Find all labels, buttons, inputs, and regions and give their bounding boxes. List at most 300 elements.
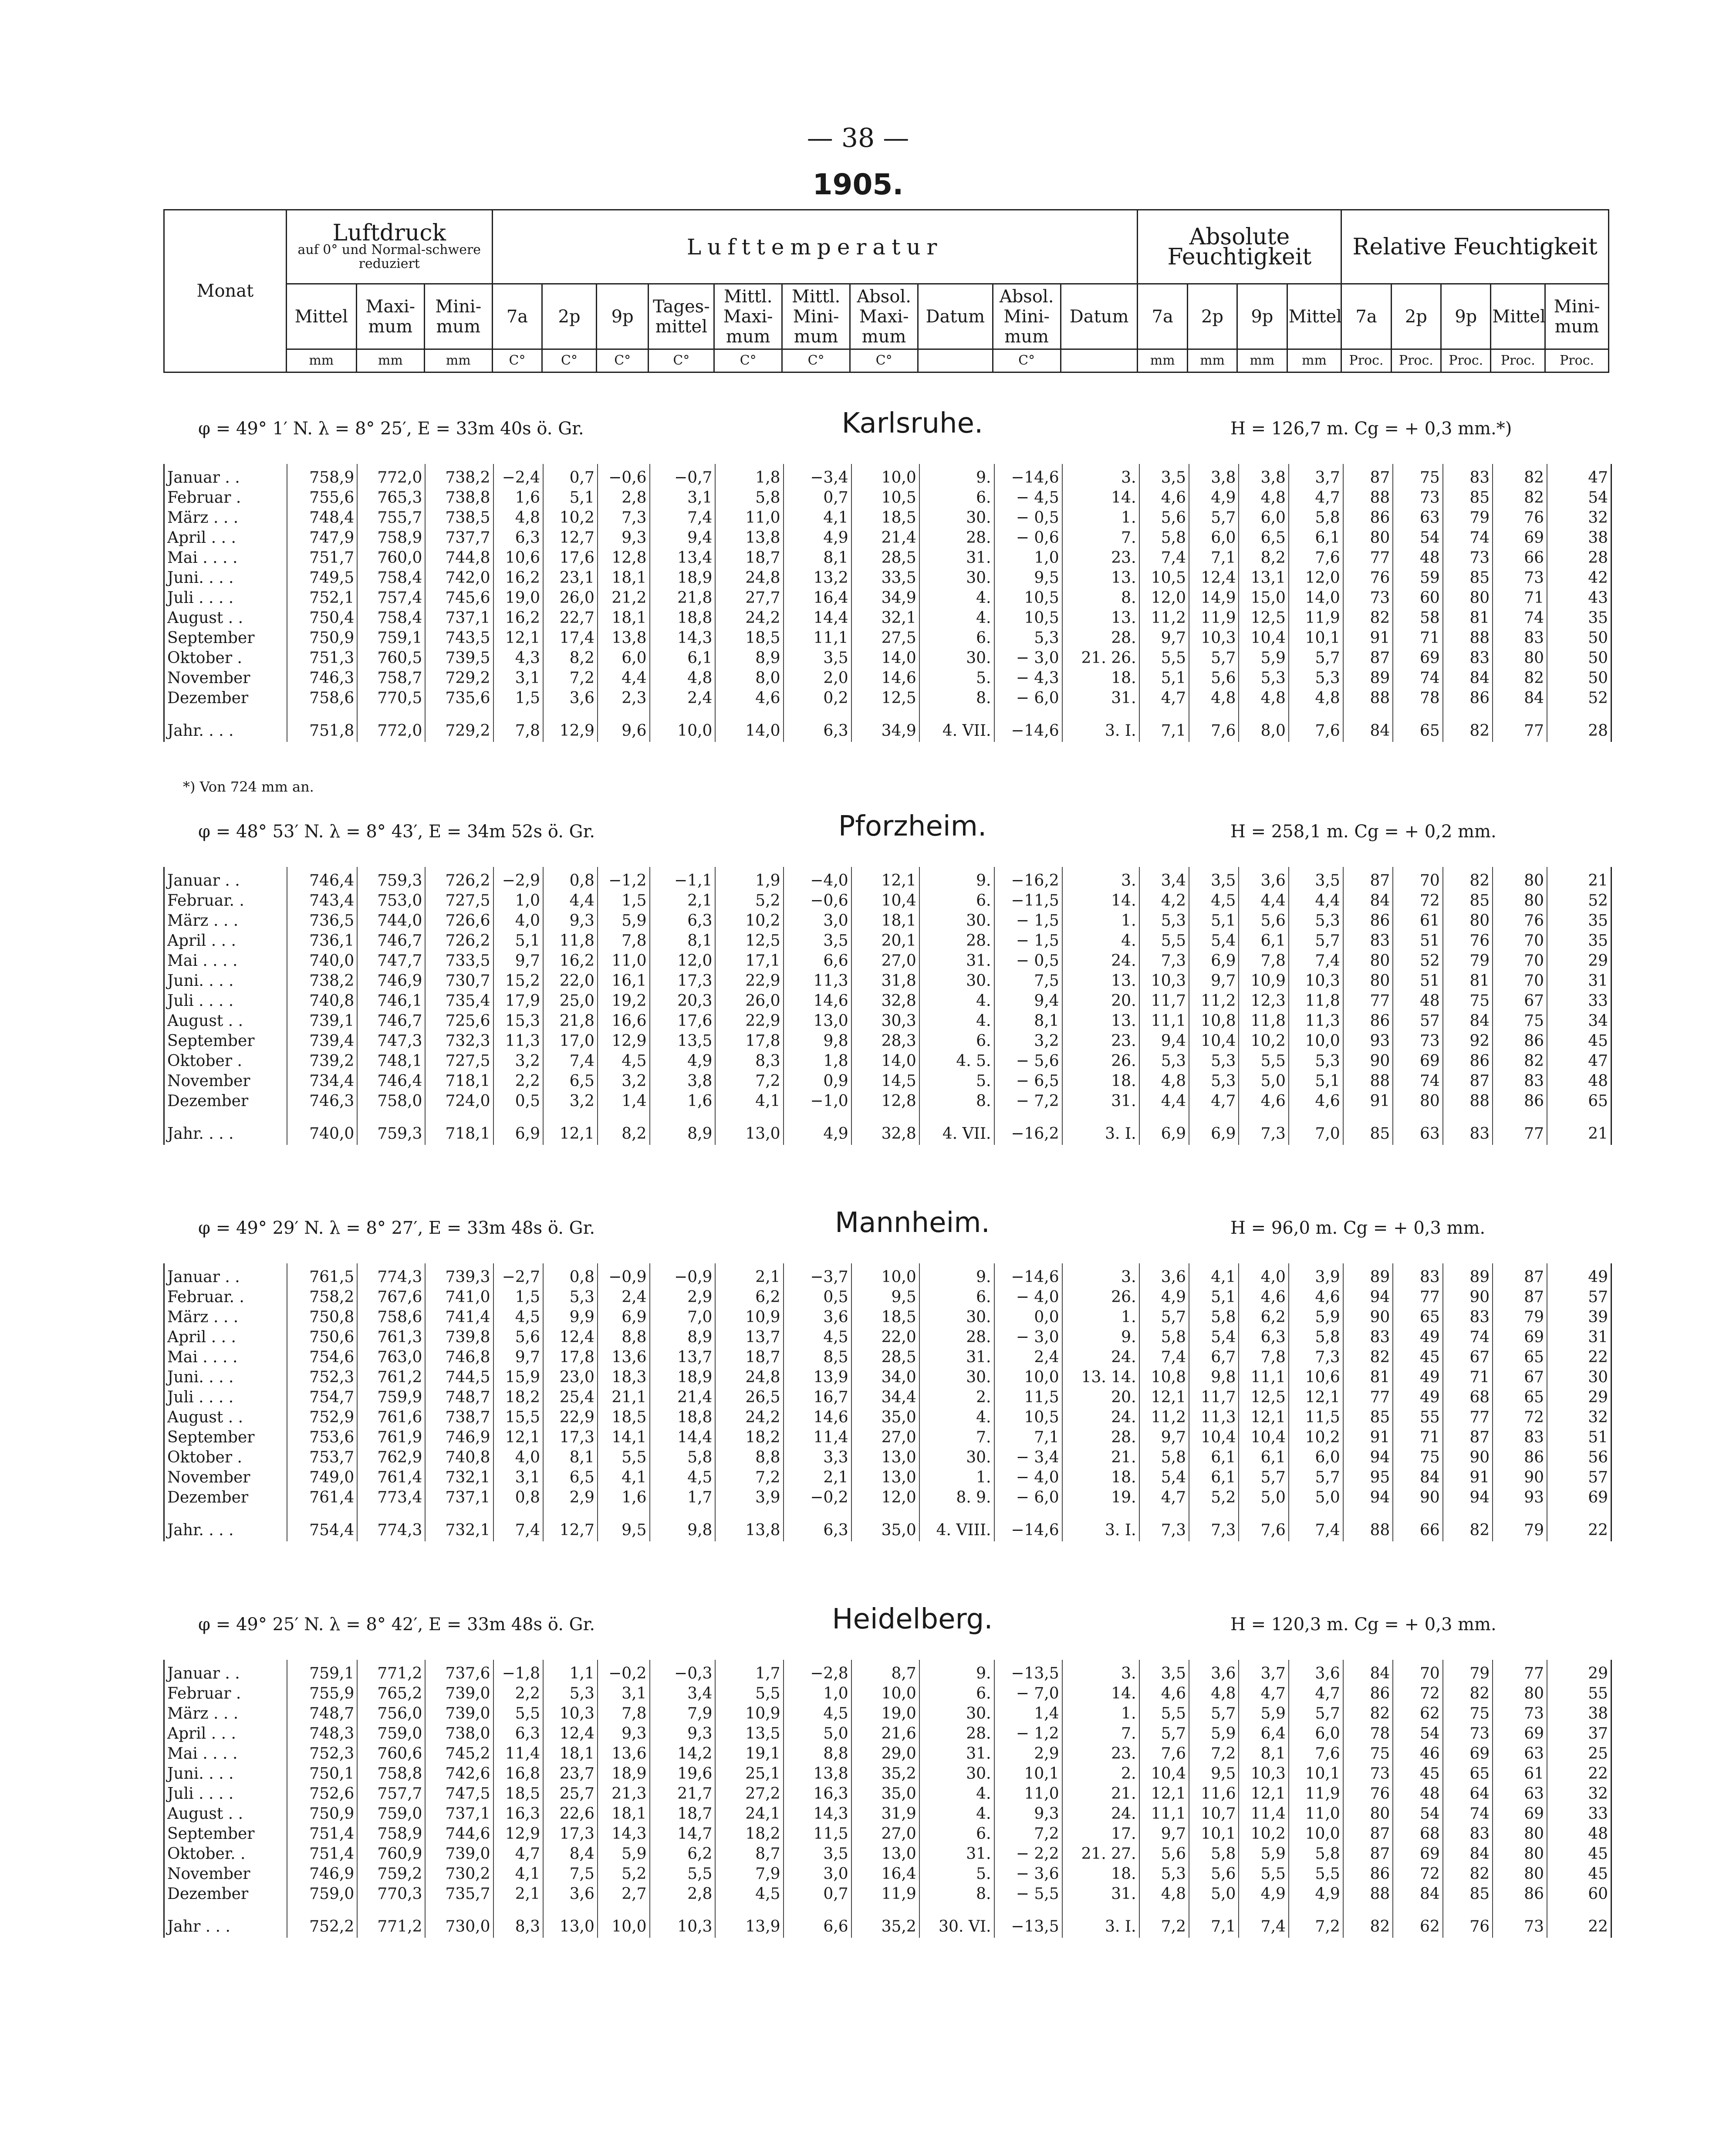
table-cell: 746,8 [425,1347,493,1367]
table-cell: 4,5 [1189,890,1239,910]
table-cell: 80 [1443,910,1493,931]
table-cell: −2,9 [493,867,543,890]
table-cell: 751,4 [287,1824,357,1844]
table-cell: 4,8 [1189,1683,1239,1703]
station-name: Mannheim. [835,1207,990,1239]
month-label: Juli . . . . [167,1784,234,1803]
table-cell: 69 [1443,1743,1493,1763]
header-unit-5: C° [596,349,649,372]
table-cell: 9,7 [1139,628,1189,648]
table-cell: 5,8 [1139,1327,1189,1347]
table-cell: 9,7 [1139,1427,1189,1447]
table-cell: 10,3 [543,1703,598,1723]
table-cell: 11,7 [1139,991,1189,1011]
table-cell: 84 [1443,668,1493,688]
table-cell: 759,2 [357,1864,425,1884]
table-cell: 22,9 [715,1011,783,1031]
table-row [165,487,1611,508]
header-lufttemperatur: Lufttemperatur [492,210,1138,284]
table-cell: 67 [1493,991,1547,1011]
table-cell: 87 [1443,1427,1493,1447]
table-cell: 3,9 [715,1487,783,1507]
month-label: Juni. . . . [167,569,234,587]
header-unit-12 [1061,349,1138,372]
table-cell: 66 [1493,548,1547,568]
table-cell: 7,6 [1289,548,1343,568]
table-cell: 6. [919,487,994,508]
table-cell: 25,0 [543,991,598,1011]
table-cell: 18,8 [650,608,716,628]
station-height: H = 120,3 m. Cg = + 0,3 mm. [1230,1614,1496,1635]
table-cell: 761,4 [357,1467,425,1487]
month-label: März . . . [167,508,239,527]
table-cell: 9,4 [650,528,716,548]
table-cell: 85 [1443,487,1493,508]
table-cell: 77 [1343,1387,1393,1407]
table-cell: 11,9 [851,1884,919,1904]
table-cell: 26. [1062,1051,1139,1071]
table-cell: 753,7 [287,1447,357,1467]
table-cell: 5,3 [1189,1071,1239,1091]
table-cell: 7,2 [1139,1904,1189,1938]
table-cell: 12,0 [851,1487,919,1507]
table-cell: 65 [1393,1307,1442,1327]
table-cell: 739,0 [425,1683,493,1703]
month-label: Oktober . [167,1052,242,1070]
table-cell: 5,7 [1289,1467,1343,1487]
table-cell: 6,2 [650,1844,716,1864]
table-cell: 26,0 [715,991,783,1011]
table-cell: 3,9 [1289,1263,1343,1287]
table-cell: 3,5 [1139,1660,1189,1683]
table-cell: 69 [1493,528,1547,548]
header-sub-15: 9p [1237,284,1287,349]
table-cell: 94 [1443,1487,1493,1507]
table-cell: 80 [1343,951,1393,971]
table-cell: 4,9 [650,1051,716,1071]
table-cell: 47 [1547,464,1611,487]
table-cell: 6,9 [1189,1111,1239,1145]
table-cell: 0,8 [543,1263,598,1287]
month-label: Juni. . . . [167,971,234,990]
table-cell: 14,0 [851,648,919,668]
table-cell: 13,5 [650,1031,716,1051]
table-cell: 18,1 [598,1804,650,1824]
table-cell: 3,3 [784,1447,851,1467]
table-cell: 8,2 [543,648,598,668]
table-cell: 86 [1343,910,1393,931]
table-cell: −13,5 [994,1904,1062,1938]
table-cell: 22,9 [715,971,783,991]
table-cell: 68 [1393,1824,1442,1844]
table-cell: 750,6 [287,1327,357,1347]
column-header [163,209,1609,373]
table-cell: 54 [1393,1804,1442,1824]
table-cell: 10,3 [1189,628,1239,648]
table-cell: 10,0 [851,1683,919,1703]
table-cell: 88 [1343,1507,1393,1541]
table-cell: 2,1 [784,1467,851,1487]
table-cell: 5,7 [1289,1703,1343,1723]
table-cell: 10,6 [1289,1367,1343,1387]
table-cell: 5,3 [1289,1051,1343,1071]
table-cell: 13,0 [851,1467,919,1487]
table-cell: 83 [1393,1263,1442,1287]
header-sub-11: Absol. Mini-mum [993,284,1061,349]
table-cell: 84 [1343,708,1393,742]
table-cell: 738,2 [425,464,493,487]
table-cell: 11,4 [784,1427,851,1447]
table-cell: 17,3 [543,1824,598,1844]
table-cell: 71 [1393,1427,1442,1447]
table-cell: 2,1 [493,1884,543,1904]
table-cell: −1,0 [784,1091,851,1111]
table-cell: 11,0 [994,1784,1062,1804]
table-cell: 4,7 [1239,1683,1288,1703]
table-row [165,608,1611,628]
table-cell: − 1,2 [994,1723,1062,1743]
table-cell: 18,7 [715,548,783,568]
table-cell: 86 [1493,1031,1547,1051]
table-row [165,1844,1611,1864]
table-cell: 739,2 [287,1051,357,1071]
table-cell: 50 [1547,668,1611,688]
table-cell: 3,1 [493,1467,543,1487]
table-cell: 12,5 [851,688,919,708]
table-cell: 9. [919,1660,994,1683]
table-cell: 757,7 [357,1784,425,1804]
table-cell: − 3,0 [994,1327,1062,1347]
table-cell: 5. [919,668,994,688]
table-cell: 737,1 [425,1487,493,1507]
table-cell: 19,6 [650,1763,716,1784]
table-cell: 758,9 [357,528,425,548]
table-cell: 24. [1062,1347,1139,1367]
table-cell: 765,2 [357,1683,425,1703]
table-cell: 4,9 [1239,1884,1288,1904]
table-cell: 24. [1062,1804,1139,1824]
table-cell: 7,6 [1139,1743,1189,1763]
table-cell: 34,9 [851,588,919,608]
table-cell: 16,4 [784,588,851,608]
table-cell: 1,4 [598,1091,650,1111]
table-cell: − 3,4 [994,1447,1062,1467]
table-cell: 9,5 [598,1507,650,1541]
table-cell: 17,1 [715,951,783,971]
table-cell: 10,3 [1289,971,1343,991]
station-coordinates: φ = 49° 1′ N. λ = 8° 25′, E = 33m 40s ö. Gr. [198,419,584,439]
table-cell: 18,2 [493,1387,543,1407]
table-cell: 9,5 [994,568,1062,588]
table-cell: 9,3 [598,528,650,548]
table-cell: 11,2 [1139,1407,1189,1427]
table-cell: 30. [919,1367,994,1387]
table-cell: 758,8 [357,1763,425,1784]
table-cell: 718,1 [425,1111,493,1145]
table-cell: 10,5 [994,1407,1062,1427]
table-cell: 1. [1062,508,1139,528]
table-cell: 6,3 [493,1723,543,1743]
header-sub-0: Mittel [286,284,356,349]
table-cell: 2,4 [650,688,716,708]
table-cell: 94 [1343,1287,1393,1307]
station-heading [163,407,1609,447]
table-cell: 79 [1443,951,1493,971]
header-unit-6: C° [649,349,714,372]
table-cell: 740,8 [425,1447,493,1467]
table-cell: 25 [1547,1743,1611,1763]
table-cell: 21,4 [650,1387,716,1407]
table-cell: 750,8 [287,1307,357,1327]
table-cell: 81 [1443,971,1493,991]
table-cell: 718,1 [425,1071,493,1091]
table-cell: 7,2 [994,1824,1062,1844]
table-cell: 11,0 [598,951,650,971]
table-cell: 5,5 [1239,1864,1288,1884]
table-cell: 45 [1547,1864,1611,1884]
table-cell: 82 [1493,668,1547,688]
table-cell: 82 [1493,464,1547,487]
table-cell: 91 [1443,1467,1493,1487]
table-cell: 11,3 [493,1031,543,1051]
table-cell: 752,3 [287,1367,357,1387]
table-cell: 17,3 [650,971,716,991]
table-cell: 748,7 [425,1387,493,1407]
table-cell: 30. [919,910,994,931]
table-cell: 31. [919,1347,994,1367]
table-cell: 7,1 [1139,708,1189,742]
table-cell: 8. [919,1884,994,1904]
table-cell: 4. VII. [919,708,994,742]
table-cell: 4,1 [715,1091,783,1111]
table-cell: 759,0 [357,1804,425,1824]
table-row [165,1051,1611,1071]
table-row [165,1683,1611,1703]
table-cell: 5,5 [1289,1864,1343,1884]
table-cell: 15,0 [1239,588,1288,608]
table-cell: 68 [1443,1387,1493,1407]
table-cell: −14,6 [994,1507,1062,1541]
month-label: November [167,669,250,687]
table-cell: 18,1 [543,1743,598,1763]
table-cell: 34,4 [851,1387,919,1407]
table-cell: 3,5 [784,1844,851,1864]
table-cell: − 1,5 [994,910,1062,931]
table-cell: 10,9 [715,1703,783,1723]
table-cell: 727,5 [425,1051,493,1071]
table-cell: 771,2 [357,1660,425,1683]
table-cell: 90 [1343,1051,1393,1071]
table-cell: 4. [919,1407,994,1427]
table-cell: 32,8 [851,991,919,1011]
table-cell: 751,8 [287,708,357,742]
table-cell: 2,4 [598,1287,650,1307]
table-cell: 4,6 [1139,1683,1189,1703]
table-cell: 69 [1493,1723,1547,1743]
table-cell: 725,6 [425,1011,493,1031]
table-cell: 10,5 [994,588,1062,608]
table-cell: 74 [1443,1327,1493,1347]
table-cell: 760,6 [357,1743,425,1763]
table-cell: 18. [1062,1864,1139,1884]
table-cell: −14,6 [994,464,1062,487]
table-cell: 82 [1443,1507,1493,1541]
month-label: August . . [167,609,243,627]
table-cell: 31. [1062,688,1139,708]
table-cell: 80 [1393,1091,1442,1111]
table-cell: 12,4 [543,1327,598,1347]
table-cell: 7. [1062,1723,1139,1743]
table-cell: 26. [1062,1287,1139,1307]
table-cell: 70 [1393,867,1442,890]
table-cell: 65 [1443,1763,1493,1784]
table-cell: 77 [1493,708,1547,742]
table-cell: 49 [1547,1263,1611,1287]
table-cell: 5,7 [1189,508,1239,528]
table-cell: 32,8 [851,1111,919,1145]
table-cell: 5,8 [715,487,783,508]
table-cell: 19. [1062,1487,1139,1507]
table-cell: 748,7 [287,1703,357,1723]
table-cell: 24,8 [715,1367,783,1387]
table-cell: 10,0 [1289,1031,1343,1051]
table-cell: 733,5 [425,951,493,971]
table-cell: 6,0 [1289,1723,1343,1743]
table-cell: −14,6 [994,708,1062,742]
table-cell: 724,0 [425,1091,493,1111]
table-cell: 77 [1493,1111,1547,1145]
table-cell: 12,1 [1239,1784,1288,1804]
table-cell: 4,9 [1139,1287,1189,1307]
table-cell: 759,1 [357,628,425,648]
table-cell: 13. [1062,971,1139,991]
table-cell: 7. [1062,528,1139,548]
table-cell: 21 [1547,1111,1611,1145]
table-row [165,1884,1611,1904]
table-cell: 28. [919,1723,994,1743]
table-cell: 35,0 [851,1507,919,1541]
table-cell: 726,2 [425,867,493,890]
table-cell: 95 [1343,1467,1393,1487]
table-cell: 33 [1547,991,1611,1011]
table-cell: 13,5 [715,1723,783,1743]
month-label: August . . [167,1804,243,1823]
table-cell: − 4,5 [994,487,1062,508]
table-cell: 753,6 [287,1427,357,1447]
table-cell: 1,5 [493,1287,543,1307]
table-cell: 14,3 [784,1804,851,1824]
table-cell: 80 [1493,1844,1547,1864]
table-cell: 2,8 [650,1884,716,1904]
table-cell: 7,6 [1189,708,1239,742]
month-label: Dezember [167,1092,249,1110]
header-unit-0: mm [286,349,356,372]
table-cell: 79 [1493,1507,1547,1541]
month-label: Januar . . [167,1268,240,1286]
table-cell: 92 [1443,1031,1493,1051]
table-cell: 18,7 [715,1347,783,1367]
station-table [163,464,1612,742]
table-cell: 28 [1547,708,1611,742]
table-cell: 773,4 [357,1487,425,1507]
table-cell: 9,3 [994,1804,1062,1824]
table-cell: 35 [1547,910,1611,931]
table-cell: 52 [1393,951,1442,971]
table-cell: 69 [1393,1051,1442,1071]
table-cell: 12,4 [1189,568,1239,588]
table-cell: 7,3 [1189,1507,1239,1541]
table-cell: 752,1 [287,588,357,608]
table-cell: 726,2 [425,931,493,951]
table-cell: 76 [1343,1784,1393,1804]
table-cell: 4,6 [1239,1091,1288,1111]
table-cell: 83 [1343,931,1393,951]
table-cell: 11,3 [784,971,851,991]
table-cell: 4. [919,1804,994,1824]
table-cell: 746,3 [287,668,357,688]
table-cell: 1,8 [784,1051,851,1071]
table-cell: 88 [1343,688,1393,708]
table-cell: 16,7 [784,1387,851,1407]
table-cell: 5,6 [1239,910,1288,931]
table-cell: −16,2 [994,867,1062,890]
table-cell: 746,3 [287,1091,357,1111]
table-cell: 82 [1343,1904,1393,1938]
table-cell: 761,2 [357,1367,425,1387]
table-cell: 71 [1393,628,1442,648]
table-cell: 79 [1493,1307,1547,1327]
table-cell: 4,4 [543,890,598,910]
table-cell: 21. 26. [1062,648,1139,668]
table-cell: 74 [1443,528,1493,548]
table-cell: 9. [1062,1327,1139,1347]
table-cell: 4. VII. [919,1111,994,1145]
table-cell: 77 [1493,1660,1547,1683]
table-cell: 81 [1443,608,1493,628]
table-cell: 78 [1393,688,1442,708]
table-cell: 0,5 [493,1091,543,1111]
table-cell: 86 [1493,1447,1547,1467]
table-cell: 3. [1062,464,1139,487]
month-label: Februar . [167,488,241,507]
station-name: Heidelberg. [832,1603,993,1635]
table-cell: 11,4 [493,1743,543,1763]
table-cell: 5,9 [598,910,650,931]
table-cell: 8,0 [1239,708,1288,742]
table-cell: 1,6 [598,1487,650,1507]
table-cell: 19,1 [715,1743,783,1763]
table-cell: 51 [1547,1427,1611,1447]
table-cell: 5,1 [1189,910,1239,931]
table-cell: 11,0 [1289,1804,1343,1824]
table-cell: 3,5 [1139,464,1189,487]
header-unit-1: mm [356,349,424,372]
header-unit-8: C° [782,349,850,372]
table-cell: 59 [1393,568,1442,588]
header-sub-17: 7a [1341,284,1391,349]
table-cell: 85 [1443,1884,1493,1904]
table-cell: 8,7 [851,1660,919,1683]
table-cell: 81 [1343,1367,1393,1387]
year-row [165,1111,1611,1145]
table-cell: 18,5 [493,1784,543,1804]
table-cell: 4,8 [1189,688,1239,708]
table-row [165,628,1611,648]
table-row [165,1804,1611,1824]
table-cell: 88 [1343,1071,1393,1091]
table-cell: 755,9 [287,1683,357,1703]
table-cell: 7,8 [1239,951,1288,971]
